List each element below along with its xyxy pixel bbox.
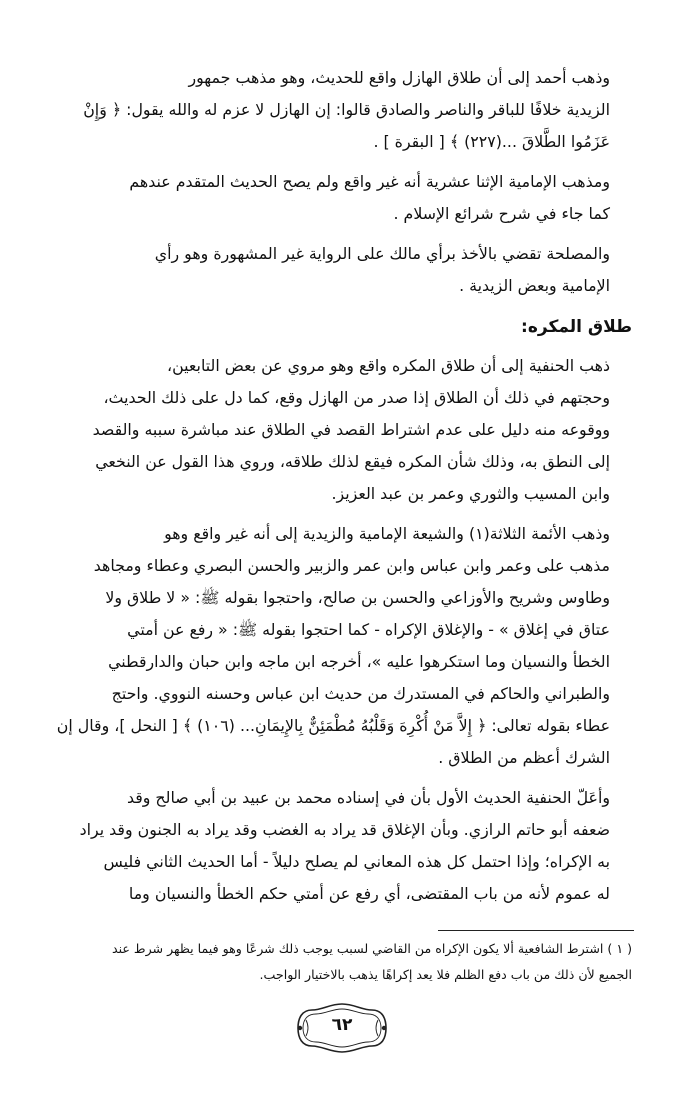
text-line: الخطأ والنسيان وما استكرهوا عليه »، أخرجه ابن ماجه وابن حبان والدارقطني [108, 652, 610, 671]
text-line: الشرك أعظم من الطلاق . [438, 748, 610, 767]
footnote [48, 936, 632, 988]
footnote-divider [438, 930, 634, 931]
paragraph-2 [48, 166, 632, 230]
text-line: له عموم لأنه من باب المقتضى، أي رفع عن أمتي حكم الخطأ والنسيان وما [128, 884, 610, 903]
text-line: ووقوعه منه دليل على عدم اشتراط القصد في الطلاق عند مباشرة سببه والقصد [92, 420, 610, 439]
main-text [48, 62, 632, 918]
page-number: ٦٢ [331, 1015, 353, 1035]
text-line: وابن المسيب والثوري وعمر بن عبد العزيز. [331, 484, 610, 503]
text-line: عطاء بقوله تعالى: ﴿ إِلاَّ مَنْ أُكْرِهَ وَقَلْبُهُ مُطْمَئِنٌّ بِالإِيمَانِ... (١٠٦) ﴾ [ النحل ]، وقال إن [56, 716, 610, 735]
text-line: كما جاء في شرح شرائع الإسلام . [393, 204, 610, 223]
footnote-line: الجميع لأن ذلك من باب دفع الظلم فلا يعد إكراهًا يذهب بالاختيار الواجب. [259, 967, 632, 982]
text-line: عتاق في إغلاق » - والإغلاق الإكراه - كما احتجوا بقوله ﷺ: « رفع عن أمتي [127, 620, 610, 639]
text-line: ضعفه أبو حاتم الرازي. وبأن الإغلاق قد يراد به الغضب وقد يراد به الجنون وقد يراد [79, 820, 610, 839]
text-line: وحجتهم في ذلك أن الطلاق إذا صدر من الهازل وقع، كما دل على ذلك الحديث، [103, 388, 610, 407]
text-line: الإمامية وبعض الزيدية . [459, 276, 610, 295]
page-number-ornament [292, 1000, 392, 1056]
text-line: به الإكراه؛ وإذا احتمل كل هذه المعاني لم يصلح دليلاً - أما الحديث الثاني فليس [103, 852, 610, 871]
paragraph-4 [48, 350, 632, 510]
text-line: وأعَلّ الحنفية الحديث الأول بأن في إسناده محمد بن عبيد بن أبي صالح وقد [126, 788, 610, 807]
text-line: عَزَمُوا الطَّلاقَ ...(٢٢٧) ﴾ [ البقرة ] . [373, 132, 610, 151]
footnote-line: ( ١ ) اشترط الشافعية ألا يكون الإكراه من القاضي لسبب يوجب ذلك شرعًا وهو فيما يظهر شرط عند [112, 941, 632, 956]
paragraph-3 [48, 238, 632, 302]
paragraph-1 [48, 62, 632, 158]
text-line: إلى النطق به، وذلك شأن المكره فيقع لذلك طلاقه، وروي هذا القول عن النخعي [95, 452, 610, 471]
text-line: ومذهب الإمامية الإثنا عشرية أنه غير واقع ولم يصح الحديث المتقدم عندهم [129, 172, 610, 191]
text-line: والمصلحة تقضي بالأخذ برأي مالك على الرواية غير المشهورة وهو رأي [154, 244, 610, 263]
paragraph-6 [48, 782, 632, 910]
paragraph-5 [48, 518, 632, 774]
text-line: وطاوس وشريح والأوزاعي والحسن بن صالح، واحتجوا بقوله ﷺ: « لا طلاق ولا [105, 588, 610, 607]
text-line: والطبراني والحاكم في المستدرك من حديث ابن عباس وحسنه النووي. واحتج [111, 684, 610, 703]
text-line: وذهب الأئمة الثلاثة(١) والشيعة الإمامية والزيدية إلى أنه غير واقع وهو [164, 524, 610, 543]
text-line: مذهب على وعمر وابن عباس وابن عمر والزبير والحسن البصري وعطاء ومجاهد [93, 556, 610, 575]
section-heading: طلاق المكره: [521, 317, 632, 337]
text-line: ذهب الحنفية إلى أن طلاق المكره واقع وهو مروي عن بعض التابعين، [167, 356, 610, 375]
text-line: الزيدية خلافًا للباقر والناصر والصادق قالوا: إن الهازل لا عزم له والله يقول: ﴿ وَإِنْ [83, 100, 610, 119]
text-line: وذهب أحمد إلى أن طلاق الهازل واقع للحديث، وهو مذهب جمهور [188, 68, 610, 87]
